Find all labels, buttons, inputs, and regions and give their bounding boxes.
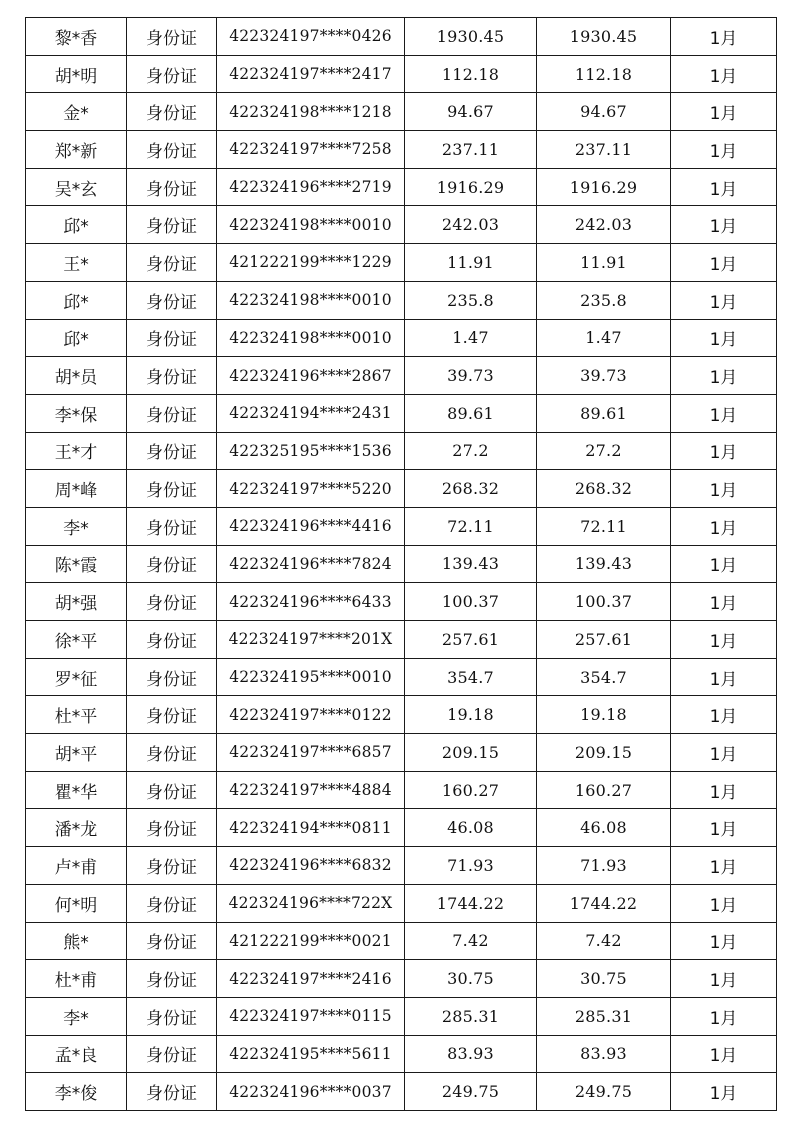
id-number-cell: 422324198****0010 (217, 206, 405, 244)
amount-paid-cell: 242.03 (537, 206, 671, 244)
amount-payable-cell: 268.32 (405, 470, 537, 508)
month-cell: 1月 (671, 621, 777, 659)
name-cell: 李*俊 (26, 1073, 127, 1111)
amount-payable-cell: 27.2 (405, 432, 537, 470)
id-type-cell: 身份证 (127, 771, 217, 809)
name-cell: 瞿*华 (26, 771, 127, 809)
id-number-cell: 422324196****7824 (217, 545, 405, 583)
id-type-cell: 身份证 (127, 658, 217, 696)
table-row (26, 168, 777, 206)
amount-payable-cell: 249.75 (405, 1073, 537, 1111)
name-cell: 李* (26, 997, 127, 1035)
id-number-cell: 422324197****2417 (217, 55, 405, 93)
id-number-cell: 422325195****1536 (217, 432, 405, 470)
month-cell: 1月 (671, 809, 777, 847)
id-number-cell: 422324196****2719 (217, 168, 405, 206)
id-number-cell: 422324197****0426 (217, 18, 405, 56)
table-row (26, 432, 777, 470)
amount-paid-cell: 46.08 (537, 809, 671, 847)
name-cell: 胡*明 (26, 55, 127, 93)
month-cell: 1月 (671, 432, 777, 470)
id-number-cell: 422324196****0037 (217, 1073, 405, 1111)
table-row (26, 847, 777, 885)
name-cell: 周*峰 (26, 470, 127, 508)
name-cell: 王* (26, 244, 127, 282)
id-type-cell: 身份证 (127, 507, 217, 545)
month-cell: 1月 (671, 734, 777, 772)
amount-payable-cell: 7.42 (405, 922, 537, 960)
amount-payable-cell: 112.18 (405, 55, 537, 93)
month-cell: 1月 (671, 131, 777, 169)
amount-paid-cell: 83.93 (537, 1035, 671, 1073)
id-number-cell: 422324197****7258 (217, 131, 405, 169)
month-cell: 1月 (671, 507, 777, 545)
id-number-cell: 422324195****0010 (217, 658, 405, 696)
record-table (25, 17, 777, 1111)
month-cell: 1月 (671, 696, 777, 734)
id-number-cell: 421222199****0021 (217, 922, 405, 960)
table-row (26, 507, 777, 545)
id-type-cell: 身份证 (127, 1035, 217, 1073)
amount-paid-cell: 72.11 (537, 507, 671, 545)
amount-payable-cell: 242.03 (405, 206, 537, 244)
table-row (26, 357, 777, 395)
month-cell: 1月 (671, 545, 777, 583)
id-type-cell: 身份证 (127, 244, 217, 282)
amount-payable-cell: 1744.22 (405, 884, 537, 922)
id-type-cell: 身份证 (127, 734, 217, 772)
name-cell: 徐*平 (26, 621, 127, 659)
name-cell: 陈*霞 (26, 545, 127, 583)
id-number-cell: 422324197****0115 (217, 997, 405, 1035)
amount-paid-cell: 1.47 (537, 319, 671, 357)
id-type-cell: 身份证 (127, 357, 217, 395)
name-cell: 孟*良 (26, 1035, 127, 1073)
amount-payable-cell: 46.08 (405, 809, 537, 847)
id-type-cell: 身份证 (127, 93, 217, 131)
table-row (26, 696, 777, 734)
amount-payable-cell: 235.8 (405, 281, 537, 319)
amount-paid-cell: 354.7 (537, 658, 671, 696)
amount-payable-cell: 285.31 (405, 997, 537, 1035)
id-type-cell: 身份证 (127, 621, 217, 659)
id-number-cell: 422324198****1218 (217, 93, 405, 131)
amount-payable-cell: 237.11 (405, 131, 537, 169)
month-cell: 1月 (671, 319, 777, 357)
name-cell: 黎*香 (26, 18, 127, 56)
table-row (26, 470, 777, 508)
id-type-cell: 身份证 (127, 432, 217, 470)
name-cell: 金* (26, 93, 127, 131)
month-cell: 1月 (671, 771, 777, 809)
month-cell: 1月 (671, 583, 777, 621)
table-row (26, 281, 777, 319)
name-cell: 卢*甫 (26, 847, 127, 885)
name-cell: 邱* (26, 206, 127, 244)
id-type-cell: 身份证 (127, 847, 217, 885)
table-row (26, 131, 777, 169)
amount-paid-cell: 71.93 (537, 847, 671, 885)
id-number-cell: 422324195****5611 (217, 1035, 405, 1073)
amount-payable-cell: 160.27 (405, 771, 537, 809)
name-cell: 李*保 (26, 394, 127, 432)
id-type-cell: 身份证 (127, 696, 217, 734)
table-row (26, 658, 777, 696)
amount-payable-cell: 11.91 (405, 244, 537, 282)
month-cell: 1月 (671, 960, 777, 998)
name-cell: 何*明 (26, 884, 127, 922)
name-cell: 杜*平 (26, 696, 127, 734)
month-cell: 1月 (671, 922, 777, 960)
amount-paid-cell: 237.11 (537, 131, 671, 169)
amount-paid-cell: 112.18 (537, 55, 671, 93)
name-cell: 李* (26, 507, 127, 545)
table-row (26, 55, 777, 93)
amount-paid-cell: 1744.22 (537, 884, 671, 922)
amount-paid-cell: 249.75 (537, 1073, 671, 1111)
amount-payable-cell: 354.7 (405, 658, 537, 696)
name-cell: 吴*玄 (26, 168, 127, 206)
amount-payable-cell: 83.93 (405, 1035, 537, 1073)
id-number-cell: 422324197****5220 (217, 470, 405, 508)
month-cell: 1月 (671, 470, 777, 508)
month-cell: 1月 (671, 244, 777, 282)
record-table-body (26, 18, 777, 1111)
month-cell: 1月 (671, 206, 777, 244)
id-type-cell: 身份证 (127, 583, 217, 621)
amount-paid-cell: 1930.45 (537, 18, 671, 56)
amount-paid-cell: 89.61 (537, 394, 671, 432)
id-number-cell: 422324197****201X (217, 621, 405, 659)
amount-paid-cell: 235.8 (537, 281, 671, 319)
table-row (26, 583, 777, 621)
id-type-cell: 身份证 (127, 394, 217, 432)
amount-paid-cell: 30.75 (537, 960, 671, 998)
name-cell: 杜*甫 (26, 960, 127, 998)
month-cell: 1月 (671, 357, 777, 395)
id-number-cell: 422324196****722X (217, 884, 405, 922)
id-number-cell: 422324196****4416 (217, 507, 405, 545)
amount-paid-cell: 209.15 (537, 734, 671, 772)
amount-paid-cell: 39.73 (537, 357, 671, 395)
table-row (26, 922, 777, 960)
amount-payable-cell: 1930.45 (405, 18, 537, 56)
amount-payable-cell: 209.15 (405, 734, 537, 772)
amount-paid-cell: 19.18 (537, 696, 671, 734)
name-cell: 胡*强 (26, 583, 127, 621)
table-row (26, 960, 777, 998)
amount-payable-cell: 1916.29 (405, 168, 537, 206)
table-row (26, 809, 777, 847)
amount-paid-cell: 1916.29 (537, 168, 671, 206)
month-cell: 1月 (671, 1035, 777, 1073)
name-cell: 郑*新 (26, 131, 127, 169)
id-type-cell: 身份证 (127, 281, 217, 319)
table-row (26, 319, 777, 357)
month-cell: 1月 (671, 55, 777, 93)
id-number-cell: 422324197****2416 (217, 960, 405, 998)
name-cell: 胡*员 (26, 357, 127, 395)
name-cell: 王*才 (26, 432, 127, 470)
amount-paid-cell: 11.91 (537, 244, 671, 282)
id-type-cell: 身份证 (127, 319, 217, 357)
amount-payable-cell: 30.75 (405, 960, 537, 998)
table-row (26, 621, 777, 659)
amount-payable-cell: 257.61 (405, 621, 537, 659)
table-row (26, 394, 777, 432)
month-cell: 1月 (671, 997, 777, 1035)
amount-paid-cell: 285.31 (537, 997, 671, 1035)
name-cell: 胡*平 (26, 734, 127, 772)
table-row (26, 206, 777, 244)
id-number-cell: 422324197****0122 (217, 696, 405, 734)
id-number-cell: 422324197****4884 (217, 771, 405, 809)
name-cell: 邱* (26, 319, 127, 357)
amount-payable-cell: 1.47 (405, 319, 537, 357)
name-cell: 熊* (26, 922, 127, 960)
amount-payable-cell: 94.67 (405, 93, 537, 131)
id-type-cell: 身份证 (127, 131, 217, 169)
month-cell: 1月 (671, 884, 777, 922)
table-row (26, 1035, 777, 1073)
amount-paid-cell: 268.32 (537, 470, 671, 508)
amount-payable-cell: 19.18 (405, 696, 537, 734)
table-row (26, 771, 777, 809)
id-number-cell: 422324198****0010 (217, 319, 405, 357)
id-number-cell: 422324194****0811 (217, 809, 405, 847)
id-type-cell: 身份证 (127, 18, 217, 56)
id-number-cell: 422324198****0010 (217, 281, 405, 319)
month-cell: 1月 (671, 281, 777, 319)
amount-payable-cell: 72.11 (405, 507, 537, 545)
month-cell: 1月 (671, 394, 777, 432)
table-row (26, 244, 777, 282)
amount-paid-cell: 100.37 (537, 583, 671, 621)
month-cell: 1月 (671, 658, 777, 696)
month-cell: 1月 (671, 93, 777, 131)
table-row (26, 545, 777, 583)
id-number-cell: 422324197****6857 (217, 734, 405, 772)
table-row (26, 734, 777, 772)
id-type-cell: 身份证 (127, 809, 217, 847)
id-type-cell: 身份证 (127, 168, 217, 206)
month-cell: 1月 (671, 1073, 777, 1111)
amount-paid-cell: 27.2 (537, 432, 671, 470)
table-row (26, 18, 777, 56)
amount-paid-cell: 160.27 (537, 771, 671, 809)
table-row (26, 884, 777, 922)
amount-paid-cell: 7.42 (537, 922, 671, 960)
name-cell: 潘*龙 (26, 809, 127, 847)
amount-payable-cell: 139.43 (405, 545, 537, 583)
id-number-cell: 422324194****2431 (217, 394, 405, 432)
id-type-cell: 身份证 (127, 470, 217, 508)
table-row (26, 1073, 777, 1111)
month-cell: 1月 (671, 847, 777, 885)
id-type-cell: 身份证 (127, 206, 217, 244)
id-number-cell: 422324196****6433 (217, 583, 405, 621)
month-cell: 1月 (671, 18, 777, 56)
name-cell: 邱* (26, 281, 127, 319)
amount-paid-cell: 94.67 (537, 93, 671, 131)
name-cell: 罗*征 (26, 658, 127, 696)
amount-paid-cell: 139.43 (537, 545, 671, 583)
id-type-cell: 身份证 (127, 922, 217, 960)
table-row (26, 997, 777, 1035)
month-cell: 1月 (671, 168, 777, 206)
id-number-cell: 421222199****1229 (217, 244, 405, 282)
id-type-cell: 身份证 (127, 55, 217, 93)
id-type-cell: 身份证 (127, 884, 217, 922)
table-row (26, 93, 777, 131)
id-type-cell: 身份证 (127, 960, 217, 998)
id-number-cell: 422324196****6832 (217, 847, 405, 885)
amount-paid-cell: 257.61 (537, 621, 671, 659)
amount-payable-cell: 89.61 (405, 394, 537, 432)
id-type-cell: 身份证 (127, 545, 217, 583)
id-type-cell: 身份证 (127, 1073, 217, 1111)
amount-payable-cell: 71.93 (405, 847, 537, 885)
amount-payable-cell: 100.37 (405, 583, 537, 621)
amount-payable-cell: 39.73 (405, 357, 537, 395)
id-number-cell: 422324196****2867 (217, 357, 405, 395)
record-table-container (25, 17, 776, 1111)
id-type-cell: 身份证 (127, 997, 217, 1035)
